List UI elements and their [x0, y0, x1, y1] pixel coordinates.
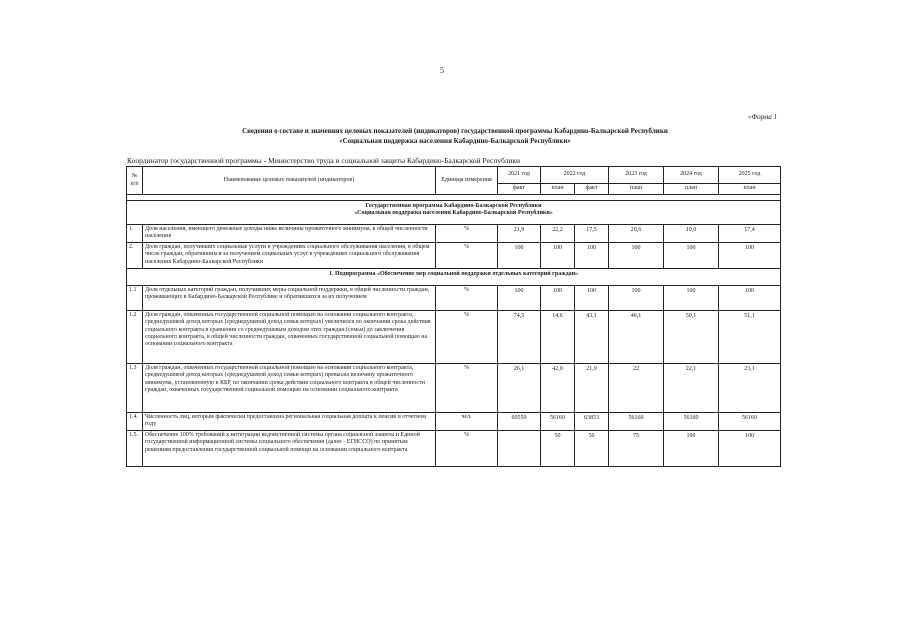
row-num: 2.: [127, 242, 143, 268]
row-2025-plan: 100: [719, 242, 781, 268]
header-2024: 2024 год: [664, 167, 719, 184]
row-2022-plan: 100: [541, 285, 575, 310]
row-2024-plan: 100: [664, 430, 719, 466]
program-heading-row: [127, 201, 781, 225]
row-2024-plan: 22,1: [664, 363, 719, 412]
row-2023-plan: 56160: [609, 412, 664, 430]
row-2022-fact: 100: [575, 242, 609, 268]
subheader-2022-plan: план: [541, 184, 575, 195]
row-unit: %: [436, 430, 498, 466]
row-num: 1.: [127, 225, 143, 243]
subheader-2022-fact: факт: [575, 184, 609, 195]
row-2024-plan: 19,0: [664, 225, 719, 243]
row-2024-plan: 100: [664, 242, 719, 268]
row-unit: чел.: [436, 412, 498, 430]
row-2022-plan: 14,6: [541, 310, 575, 363]
row-name: Доля населения, имеющего денежные доходы ниже величины прожиточного минимума, в общей численности населения: [143, 225, 436, 243]
row-2022-fact: 21,9: [575, 363, 609, 412]
row-name: Доля граждан, охваченных государственной социальной помощью на основании социального контракта, среднедушевой доход которых (среднедушевой доход семьи которых) увеличился по окончании срока действия социального контракта в сравнении со среднедушевым доходом этих граждан (семьи) до заключения социального контракта, в общей численности граждан, охваченных государственной социальной помощью на основании социального контракта: [143, 310, 436, 363]
header-2022: 2022 год: [541, 167, 609, 184]
subheader-2023-plan: план: [609, 184, 664, 195]
row-2025-plan: 100: [719, 430, 781, 466]
row-unit: %: [436, 310, 498, 363]
row-unit: %: [436, 363, 498, 412]
document-subtitle: «Социальная поддержка населения Кабардино-Балкарской Республики»: [339, 137, 571, 145]
row-num: 1.4.: [127, 412, 143, 430]
row-2021-fact: 100: [498, 242, 541, 268]
program-heading-line1: Государственная программа Кабардино-Балкарской Республики: [365, 203, 542, 209]
table-row: [127, 363, 781, 412]
subheader-2024-plan: план: [664, 184, 719, 195]
row-2022-plan: 56160: [541, 412, 575, 430]
row-2021-fact: 60559: [498, 412, 541, 430]
row-num: 1.5.: [127, 430, 143, 466]
row-name: Доля граждан, охваченных государственной социальной помощью на основании социального контракта, среднедушевой доход которых (среднедушевой доход семьи которых) превысил величину прожиточного минимума, установленную в КБР, по окончании срока действия социального контракта в общей численности граждан, охваченных государственной социальной помощью на основании социального контракта: [143, 363, 436, 412]
row-2024-plan: 100: [664, 285, 719, 310]
document-title: Сведения о составе и значениях целевых показателей (индикаторов) государственной программы Кабардино-Балкарской Республики: [242, 127, 668, 135]
row-2022-fact: 100: [575, 285, 609, 310]
row-2025-plan: 51,1: [719, 310, 781, 363]
row-2021-fact: 100: [498, 285, 541, 310]
row-num: 1.1: [127, 285, 143, 310]
row-2022-plan: 22,2: [541, 225, 575, 243]
table-row: [127, 412, 781, 430]
row-unit: %: [436, 225, 498, 243]
row-num: 1.2: [127, 310, 143, 363]
row-2023-plan: 100: [609, 285, 664, 310]
row-name: Численность лиц, которым фактически предоставлена региональная социальная доплата к пенсии в отчетном году: [143, 412, 436, 430]
header-name: Наименование целевых показателей (индикаторов): [143, 167, 436, 195]
row-2025-plan: 17,4: [719, 225, 781, 243]
table-row: [127, 285, 781, 310]
indicators-table: [126, 166, 781, 467]
row-2023-plan: 75: [609, 430, 664, 466]
header-2021: 2021 год: [498, 167, 541, 184]
coordinator-line: Координатор государственной программы - Министерство труда и социальной защиты Кабардино-Балкарской Республики: [127, 156, 521, 165]
header-2023: 2023 год: [609, 167, 664, 184]
row-num: 1.3: [127, 363, 143, 412]
header-unit: Единица измерения: [436, 167, 498, 195]
header-2025: 2025 год: [719, 167, 781, 184]
subprogram-heading-row: [127, 268, 781, 285]
form-label: «Форма 1: [748, 113, 777, 121]
table-header-row: [127, 167, 781, 184]
row-2022-fact: 43,1: [575, 310, 609, 363]
row-2022-fact: 50: [575, 430, 609, 466]
row-2022-fact: 17,5: [575, 225, 609, 243]
row-2023-plan: 22: [609, 363, 664, 412]
row-2022-plan: 50: [541, 430, 575, 466]
table-row: [127, 225, 781, 243]
row-2022-plan: 42,0: [541, 363, 575, 412]
subheader-2025-plan: план: [719, 184, 781, 195]
page-number: 5: [440, 66, 444, 75]
row-2021-fact: 21,9: [498, 225, 541, 243]
row-2025-plan: 23,1: [719, 363, 781, 412]
row-2021-fact: [498, 430, 541, 466]
row-unit: %: [436, 242, 498, 268]
row-2021-fact: 74,5: [498, 310, 541, 363]
row-2023-plan: 20,6: [609, 225, 664, 243]
row-unit: %: [436, 285, 498, 310]
row-2025-plan: 100: [719, 285, 781, 310]
row-2024-plan: 56160: [664, 412, 719, 430]
subprogram-heading-cell: 1. Подпрограмма «Обеспечение мер социальной поддержки отдельных категорий граждан»: [127, 268, 781, 285]
subheader-2021-fact: факт: [498, 184, 541, 195]
table-row: [127, 242, 781, 268]
program-heading-line2: «Социальная поддержка населения Кабардино-Балкарской Республики»: [354, 210, 553, 217]
row-2022-plan: 100: [541, 242, 575, 268]
indicators-table-wrapper: [126, 166, 780, 467]
row-name: Доля отдельных категорий граждан, получивших меры социальной поддержки, в общей численности граждан, проживающих в Кабардино-Балкарской Республике и обратившихся за их получением: [143, 285, 436, 310]
table-row: [127, 430, 781, 466]
row-2023-plan: 46,1: [609, 310, 664, 363]
row-2024-plan: 50,1: [664, 310, 719, 363]
row-2023-plan: 100: [609, 242, 664, 268]
row-2022-fact: 63853: [575, 412, 609, 430]
program-heading-cell: [127, 201, 781, 225]
row-name: Обеспечение 100% требований к интеграции ведомственной системы органа социальной защиты и Единой государственной информационной системы социального обеспечения (далее - ЕГИССО) по принятым решениям предоставления государственной социальной помощи на основании социального контракта: [143, 430, 436, 466]
row-2025-plan: 56160: [719, 412, 781, 430]
row-name: Доля граждан, получивших социальные услуги в учреждениях социального обслуживания населения, в общем числе граждан, обратившихся за получением социальных услуг в учреждениях социального обслуживания населения Кабардино-Балкарской Республики: [143, 242, 436, 268]
header-num: № п/п: [127, 167, 143, 195]
row-2021-fact: 26,1: [498, 363, 541, 412]
table-row: [127, 310, 781, 363]
